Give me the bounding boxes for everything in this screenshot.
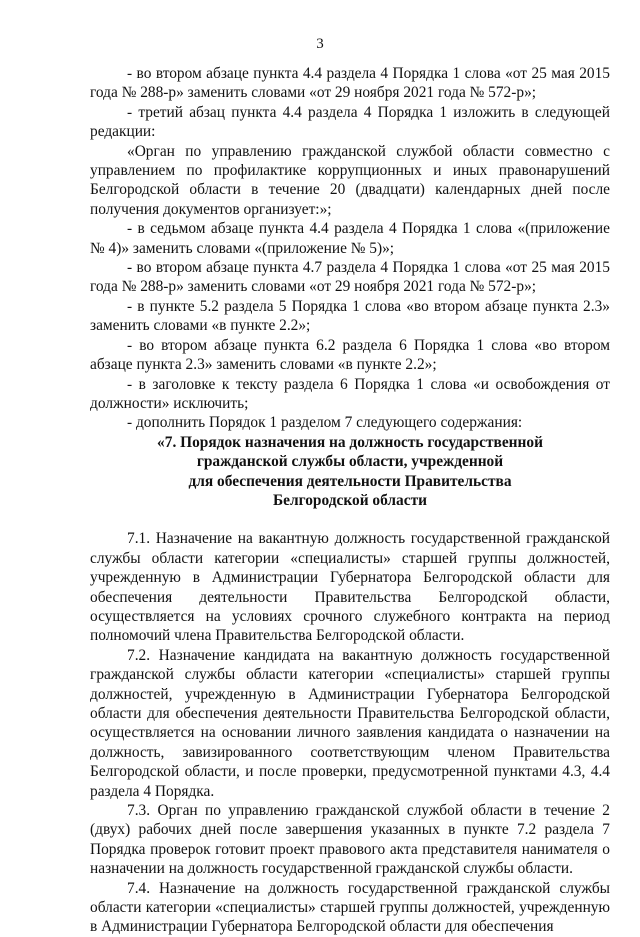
page-number: 3 xyxy=(316,36,324,52)
amendment-paragraph: - в седьмом абзаце пункта 4.4 раздела 4 Порядка 1 слова «(приложение № 4)» заменить словами «(приложение № 5)»; xyxy=(90,220,610,257)
amendment-quote: «Орган по управлению гражданской службой области совместно с управлением по профилактике коррупционных и иных правонарушений Белгородской области в течение 20 (двадцати) календарных дней после получения документов организует:»; xyxy=(90,142,610,218)
clause-7-3: 7.3. Орган по управлению гражданской службой области в течение 2 (двух) рабочих дней после завершения указанных в пункте 7.2 раздела 7 Порядка проверок готовит проект правового акта представителя нанимателя о назначении на должность государственной гражданской службы области. xyxy=(90,802,610,878)
clause-7-2: 7.2. Назначение кандидата на вакантную должность государственной гражданской службы области категории «специалисты» старшей группы должностей, учрежденную в Администрации Губернатора Белгородской области для обеспечения деятельности Правительства Белгородской области, осуществляется на основании личного заявления кандидата о назначении на должность, завизированного соответствующим членом Правительства Белгородской области, и после проверки, предусмотренной пунктами 4.3, 4.4 раздела 4 Порядка. xyxy=(90,646,610,800)
clause-7-4: 7.4. Назначение на должность государственной гражданской службы области категории «специалисты» старшей группы должностей, учрежденную в Администрации Губернатора Белгородской области для обеспечения xyxy=(90,879,610,936)
amendment-paragraph: - во втором абзаце пункта 4.7 раздела 4 Порядка 1 слова «от 25 мая 2015 года № 288-р» заменить словами «от 29 ноября 2021 года № 572-р»; xyxy=(90,259,610,296)
section-heading-line: «7. Порядок назначения на должность государственной xyxy=(157,433,543,451)
section-heading-line: гражданской службы области, учрежденной xyxy=(196,453,504,471)
amendment-paragraph: - третий абзац пункта 4.4 раздела 4 Порядка 1 изложить в следующей редакции: xyxy=(90,103,610,141)
section-heading-line: для обеспечения деятельности Правительства xyxy=(188,472,512,490)
amendment-paragraph: - во втором абзаце пункта 6.2 раздела 6 Порядка 1 слова «во втором абзаце пункта 2.3» заменить словами «в пункте 2.2»; xyxy=(90,336,610,374)
document-body xyxy=(90,64,610,937)
clause-7-1: 7.1. Назначение на вакантную должность государственной гражданской службы области категории «специалисты» старшей группы должностей, учрежденную в Администрации Губернатора Белгородской области для обеспечения деятельности Правительства Белгородской области, осуществляется на условиях срочного служебного контракта на период полномочий члена Правительства Белгородской области. xyxy=(90,530,610,645)
amendment-paragraph: - дополнить Порядок 1 разделом 7 следующего содержания: xyxy=(127,414,523,432)
amendment-paragraph: - в пункте 5.2 раздела 5 Порядка 1 слова «во втором абзаце пункта 2.3» заменить словами «в пункте 2.2»; xyxy=(90,297,610,335)
section-heading-line: Белгородской области xyxy=(272,491,428,509)
section-heading xyxy=(90,433,610,511)
amendment-paragraph: - во втором абзаце пункта 4.4 раздела 4 Порядка 1 слова «от 25 мая 2015 года № 288-р» заменить словами «от 29 ноября 2021 года № 572-р»; xyxy=(90,65,610,102)
amendment-paragraph: - в заголовке к тексту раздела 6 Порядка 1 слова «и освобождения от должности» исключить; xyxy=(90,375,610,412)
